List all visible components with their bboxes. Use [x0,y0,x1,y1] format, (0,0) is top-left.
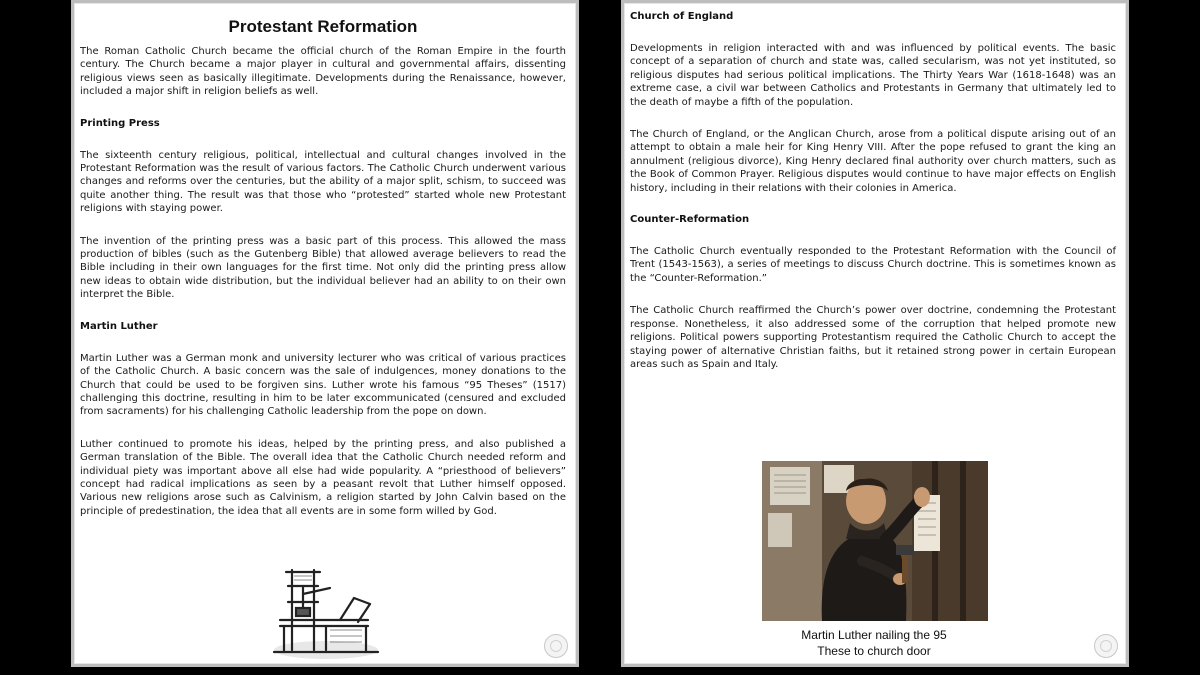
left-page [71,0,579,667]
printing-press-heading: Printing Press [80,117,160,129]
church-of-england-heading: Church of England [630,11,734,22]
page-title: Protestant Reformation [228,17,418,36]
martin-luther-paragraph-2: Luther continued to promote his ideas, helped by the printing press, and also published a German translation of the Bible. The overall idea that the Catholic Church needed reform and individual piety was important above all else had wide popularity. A “priesthood of believers” concept had radical implications as seen by a peasant revolt that Luther himself opposed. Various new religions arose such as Calvinism, a religion started by John Calvin based on the principle of predestination, the idea that all events are in some form willed by God. [80,438,566,517]
counter-reformation-paragraph-2: The Catholic Church reaffirmed the Church’s power over doctrine, condemning the Protestant response. Nonetheless, it also addressed some of the corruption that helped promote new religions. Political powers supporting Protestantism required the Catholic Church to accept the staying power of alternative Christian faiths, but it retained strong power in certain European areas such as Spain and Italy. [630,305,1116,370]
printing-press-paragraph-2: The invention of the printing press was a basic part of this process. This allowed the mass production of bibles (such as the Gutenberg Bible) that allowed average believers to read the Bible including in their own languages for the first time. Not only did the printing press allow new ideas to obtain wide distribution, but the individual believer had an ability to on their own interpret the Bible. [80,235,566,301]
counter-reformation-heading: Counter-Reformation [630,214,750,226]
right-page [621,0,1129,667]
counter-reformation-paragraph-1: The Catholic Church eventually responded to the Protestant Reformation with the Council of Trent (1543-1563), a series of meetings to discuss Church doctrine. This is sometimes known as the “Counter-Reformation.” [630,246,1116,284]
left-page-content [80,3,566,518]
martin-luther-heading: Martin Luther [80,320,158,332]
church-of-england-paragraph-1: Developments in religion interacted with and was influenced by political events. The basic concept of a separation of church and state was, called secularism, was not yet instituted, so religious disputes had serious political implications. The Thirty Years War (1618-1648) was an extreme case, a civil war between Catholics and Protestants in Germany that ultimately led to the death of maybe a fifth of the population. [630,43,1116,108]
caption-line-2: These to church door [817,644,931,658]
printing-press-paragraph-1: The sixteenth century religious, political, intellectual and cultural changes involved in the Protestant Reformation was the result of various factors. The Catholic Church underwent various changes and reforms over the centuries, but the ability of a major split, schism, to succeed was quite another thing. The result was that those who “protested” started whole new Protestant religions with staying power. [80,149,566,215]
painting-caption [754,627,994,659]
right-page-content [630,11,1116,371]
printing-press-illustration [270,564,382,662]
church-of-england-paragraph-2: The Church of England, or the Anglican Church, arose from a political dispute arising out of an attempt to obtain a male heir for King Henry VIII. After the pope refused to grant the king an annulment (religious divorce), King Henry declared final authority over church matters, such as the Book of Common Prayer. Religious disputes would continue to have major effects on English history, including in their relations with their colonies in America. [630,129,1116,194]
martin-luther-painting [762,461,988,621]
publisher-seal-icon [1094,634,1118,658]
publisher-seal-icon [544,634,568,658]
caption-line-1: Martin Luther nailing the 95 [801,628,947,642]
intro-paragraph: The Roman Catholic Church became the official church of the Roman Empire in the fourth century. The Church became a major player in cultural and governmental affairs, dissenting religious views seen as basically illegitimate. Developments during the Renaissance, however, included a major shift in religion beliefs as well. [80,46,566,98]
martin-luther-paragraph-1: Martin Luther was a German monk and university lecturer who was critical of various practices of the Catholic Church. A basic concern was the sale of indulgences, money donations to the Church that could be used to be forgiven sins. Luther wrote his famous “95 Theses” (1517) challenging this doctrine, resulting in him to be later excommunicated (censured and excluded from sacraments) for his challenging Catholic leadership from the pope on down. [80,352,566,418]
